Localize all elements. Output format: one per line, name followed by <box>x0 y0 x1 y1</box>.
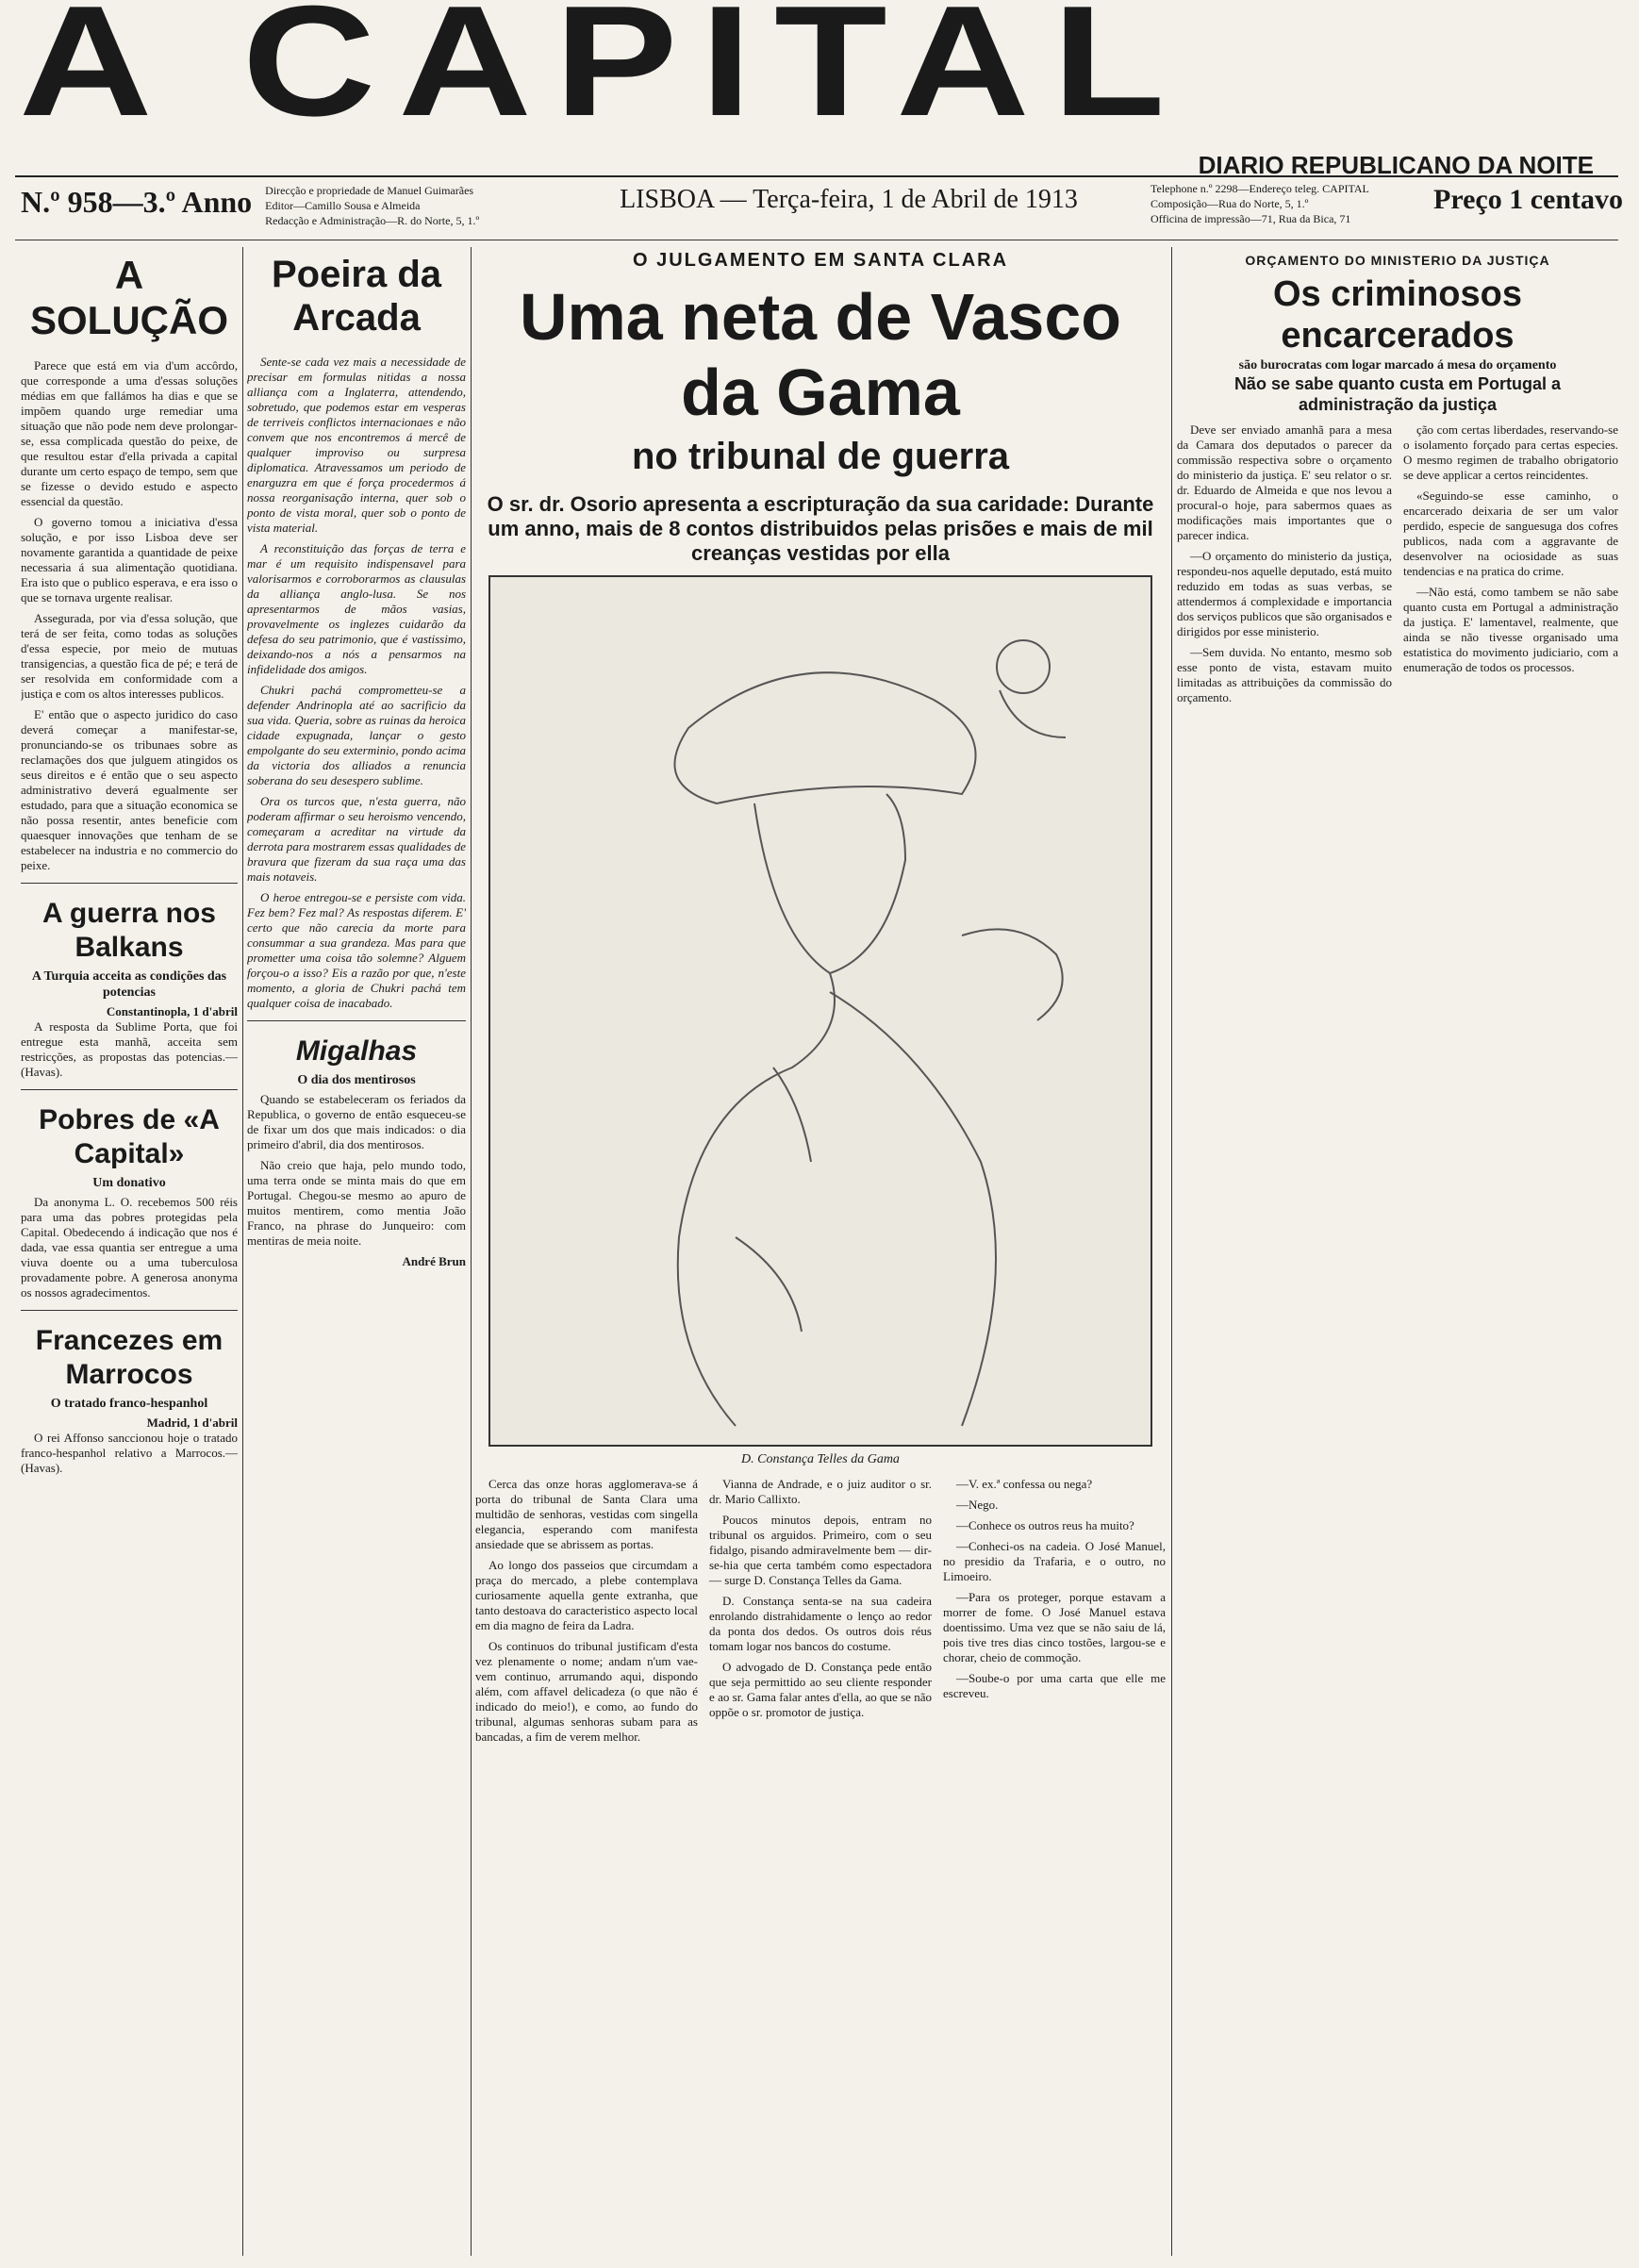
paragraph: Deve ser enviado amanhã para a mesa da Camara dos deputados o parecer da commissão respectiva sobre o orçamento do ministerio da justiça. E' seu relator o sr. dr. Eduardo de Almeida e que nos levou a procural-o hoje, para sabermos quaes as modificações mais importantes que o parecer indica. <box>1177 422 1392 542</box>
telephone-line: Telephone n.º 2298—Endereço teleg. CAPITAL <box>1151 182 1369 195</box>
paragraph: —Nego. <box>956 1498 999 1512</box>
marrocos-title: Francezes em Marrocos <box>35 1325 224 1390</box>
paragraph: Assegurada, por via d'essa solução, que terá de ser feita, como todas as soluções d'essa especie, por meio de mutuas transigencias, a questão fica de pé; e terá de ser resolvida em conformidade com a justiça e com os altos interesses publicos. <box>21 611 238 701</box>
direction-block <box>265 179 479 228</box>
poeira-title: Poeira da Arcada <box>271 254 442 339</box>
paragraph: E' então que o aspecto juridico do caso deverá começar a manifestar-se, pronunciando-se os tribunaes sobre as reclamações dos que julguem atingidos os seus direitos e é então que o seu aspecto administrativo deverá egualmente ser estudado, para que a situação economica se não possa resentir, antes beneficie com quaesquer innovações que tenham de se estabelecer na industria e no commercio do peixe. <box>21 707 238 872</box>
migalhas-subtitle: O dia dos mentirosos <box>297 1073 416 1087</box>
paragraph: —Sem duvida. No entanto, mesmo sob esse ponto de vista, estavam muito limitadas as attribuições da commissão do orçamento. <box>1177 645 1392 704</box>
paragraph: A reconstituição das forças de terra e mar é um requisito indispensavel para valorisarmos e corroborarmos as clausulas da alliança anglo-lusa. Se nos apresentarmos de mãos vasias, provavelmente os inglezes cuidarão da defesa do seu patrimonio, que é vastissimo, deixando-nos a nós a pensarmos na infidelidade dos amigos. <box>247 541 466 676</box>
contacts-block <box>1151 179 1396 247</box>
divider <box>21 1089 238 1090</box>
paragraph: —Conhece os outros reus ha muito? <box>956 1518 1134 1532</box>
justice-subhead-2: Não se sabe quanto custa em Portugal a administração da justiça <box>1233 374 1562 414</box>
pobres-subtitle: Um donativo <box>92 1176 166 1190</box>
main-story-body <box>475 1477 1166 1750</box>
signature: André Brun <box>402 1254 466 1268</box>
composition-line: Composição—Rua do Norte, 5, 1.º <box>1151 197 1309 210</box>
paragraph: O governo tomou a iniciativa d'essa solução, e por isso Lisboa deve ser novamente garantida a quantidade de peixe necessaria á sua alimentação quotidiana. Era isto que o publico esperava, e era isso o que se tornava urgente realisar. <box>21 515 238 604</box>
issue-info <box>21 179 587 245</box>
column-poeira <box>247 247 466 2256</box>
balkans-text: A resposta da Sublime Porta, que foi entregue esta manhã, acceita sem restricções, as propostas das potencias.—(Havas). <box>21 1019 238 1079</box>
newspaper-subtitle: DIARIO REPUBLICANO DA NOITE <box>1198 151 1594 179</box>
balkans-title: A guerra nos Balkans <box>42 898 216 963</box>
newspaper-title: A CAPITAL <box>19 0 1188 149</box>
masthead-rule-top <box>15 175 1618 177</box>
main-subheadline: no tribunal de guerra <box>631 436 1010 477</box>
price-label: Preço 1 centavo <box>1433 184 1624 215</box>
divider <box>21 883 238 884</box>
paragraph: Os continuos do tribunal justificam d'esta vez plenamente o nome; andam n'um vae-vem continuo, arrumando aqui, dispondo além, com affavel delicadeza (o que não é indicado do meio!), e como, ao fundo do tribunal, algumas senhoras subam para as bancadas, a fim de verem melhor. <box>475 1639 698 1744</box>
paragraph: Sente-se cada vez mais a necessidade de precisar em formulas nitidas a nossa alliança com a Inglaterra, attendendo, sobretudo, que podemos estar em vesperas de terriveis conflictos internacionaes e não convem que nos encontremos á mercê de qualquer improviso ou surpresa diplomatica. Atravessamos um periodo de enarguzra em que é força procedermos á nossa reorganisação interna, quer sob o ponto de vista moral, quer sob o ponto de vista material. <box>247 355 466 535</box>
portrait-illustration <box>488 575 1152 1447</box>
column-main-story <box>475 247 1166 2256</box>
column-rule <box>1171 247 1172 2256</box>
paragraph: Não creio que haja, pelo mundo todo, uma terra onde se minta mais do que em Portugal. Chegou-se mesmo ao apuro de muitos mentirem, como mentia João Franco, na phrase do Junqueiro: com mentiras de meia noite. <box>247 1158 466 1248</box>
justice-headline: Os criminosos encarcerados <box>1273 274 1522 356</box>
main-deck: O sr. dr. Osorio apresenta a escripturação da sua caridade: Durante um anno, mais de 8 contos distribuidos pelas prisões e mais de mil creanças vestidas por ella <box>487 492 1154 565</box>
story-subcolumn <box>475 1477 698 1750</box>
justice-body <box>1177 422 1618 711</box>
justice-subcolumn <box>1177 422 1392 711</box>
justice-subhead: são burocratas com logar marcado á mesa do orçamento <box>1238 358 1557 372</box>
divider <box>21 1310 238 1311</box>
column-rule <box>242 247 243 2256</box>
paragraph: —V. ex.ª confessa ou nega? <box>956 1477 1093 1491</box>
dateline: LISBOA — Terça-feira, 1 de Abril de 1913 <box>620 185 1078 214</box>
divider <box>247 1020 466 1021</box>
main-headline: Uma neta de Vasco da Gama <box>519 280 1122 429</box>
main-kicker: O JULGAMENTO EM SANTA CLARA <box>632 250 1009 271</box>
paragraph: Ora os turcos que, n'esta guerra, não poderam affirmar o seu heroismo vencendo, começaram a acreditar na virtude da derrota para mostrarem essas qualidades de bravura que fizeram da sua raça uma das mais notaveis. <box>247 794 466 884</box>
column-editorial <box>21 247 238 2256</box>
story-subcolumn <box>943 1477 1166 1750</box>
printing-line: Officina de impressão—71, Rua da Bica, 71 <box>1151 212 1351 225</box>
justice-subcolumn <box>1403 422 1618 711</box>
paragraph: ção com certas liberdades, reservando-se o isolamento forçado para certas especies. O mesmo regimen de trabalho obrigatorio se deve applicar a certos reincidentes. <box>1403 422 1618 482</box>
portrait-drawing <box>490 577 1151 1445</box>
paragraph: Parece que está em via d'um accôrdo, que corresponde a uma d'essas soluções médias em que fallámos ha dias e que se impõem quando urge remediar uma situação que não pode nem deve prolongar-se, essa complicada questão do peixe, de que resultou estar d'ella privada a capital durante um certo espaço de tempo, sem que se fizesse o devido estudo e aspecto essencial da questão. <box>21 358 238 508</box>
pobres-text: Da anonyma L. O. recebemos 500 réis para uma das pobres protegidas pela Capital. Obedecendo á indicação que nos é dada, vae essa quantia ser entregue a uma viuva doente ou a uma tuberculosa provadamente pobre. A generosa anonyma os nossos agradecimentos. <box>21 1195 238 1300</box>
paragraph: —Conheci-os na cadeia. O José Manuel, no presidio da Trafaria, e o outro, no Limoeiro. <box>943 1539 1166 1583</box>
paragraph: Quando se estabeleceram os feriados da Republica, o governo de então esqueceu-se de fixar um dos que mais indicados: o dia primeiro d'abril, dia dos mentirosos. <box>247 1092 466 1151</box>
editorial-title: A SOLUÇÃO <box>30 253 228 342</box>
marrocos-text: O rei Affonso sanccionou hoje o tratado franco-hespanhol relativo a Marrocos.—(Havas). <box>21 1431 238 1475</box>
paragraph: Poucos minutos depois, entram no tribunal os arguidos. Primeiro, com o seu fidalgo, pisando admiravelmente bem — dir-se-hia que certa também como espectadora — surge D. Constança Telles da Gama. <box>709 1513 932 1587</box>
paragraph: Cerca das onze horas agglomerava-se á porta do tribunal de Santa Clara uma multidão de senhoras, vestidas com singella elegancia, esperando com manifesta ansiedade que se abrissem as portas. <box>475 1477 698 1551</box>
paragraph: —Não está, como tambem se não sabe quanto custa em Portugal a administração da justiça. E' lamentavel, realmente, que ainda se não tivesse organisado uma estatistica do movimento judiciario, com a enumeração de todos os processos. <box>1403 585 1618 674</box>
paragraph: —O orçamento do ministerio da justiça, respondeu-nos aquelle deputado, está muito reduzido em todas as suas verbas, se attendermos á complexidade e importancia dos serviços publicos que são organisados e dirigidos por esse ministerio. <box>1177 549 1392 638</box>
column-rule <box>471 247 472 2256</box>
paragraph: O heroe entregou-se e persiste com vida. Fez bem? Fez mal? As respostas diferem. E' certo que não carecia da morte para consummar a sua grandeza. Mas para que prometter uma coisa tão solemne? Alguem forçou-o a isso? Eis a razão por que, n'este momento, a gloria de Chukri pachá tem qualquer coisa de inacabado. <box>247 890 466 1010</box>
paragraph: —Para os proteger, porque estavam a morrer de fome. O José Manuel estava doentissimo. Uma vez que se não saiu de lá, pois tive tres dias cinco tostões, largou-se e chorar, cheio de commoção. <box>943 1590 1166 1664</box>
editor-line: Editor—Camillo Sousa e Almeida <box>265 199 421 212</box>
issue-number: N.º 958—3.º Anno <box>21 185 253 219</box>
paragraph: Ao longo dos passeios que circumdam a praça do mercado, a plebe contemplava curiosamente aquella gente extranha, que tanto destoava do caracteristico aspecto local em dia magno de feira da Ladra. <box>475 1558 698 1632</box>
marrocos-subtitle: O tratado franco-hespanhol <box>50 1397 208 1411</box>
paragraph: Chukri pachá comprometteu-se a defender Andrinopla até ao sacrificio da sua vida. Queria, sobre as ruinas da heroica cidade expugnada, lançar o gesto empolgante do seu exterminio, pondo acima da victoria dos alliados a renuncia soberana do seu desespero sublime. <box>247 683 466 787</box>
paragraph: «Seguindo-se esse caminho, o encarcerado deixaria de ser um valor perdido, especie de sanguesuga dos cofres publicos, nada com a aggravante de desenvolver na ociosidade as suas tendencias e na pratica do crime. <box>1403 488 1618 578</box>
balkans-dateline: Constantinopla, 1 d'abril <box>106 1004 238 1018</box>
balkans-subtitle: A Turquia acceita as condições das potencias <box>31 969 227 1000</box>
portrait-caption: D. Constança Telles da Gama <box>741 1452 900 1466</box>
migalhas-title: Migalhas <box>295 1035 418 1067</box>
story-subcolumn <box>709 1477 932 1750</box>
address-line: Redacção e Administração—R. do Norte, 5, 1.º <box>265 214 480 227</box>
direction-line: Direcção e propriedade de Manuel Guimarães <box>265 184 474 197</box>
paragraph: Vianna de Andrade, e o juiz auditor o sr. dr. Mario Callixto. <box>709 1477 932 1506</box>
pobres-title: Pobres de «A Capital» <box>39 1104 220 1169</box>
marrocos-dateline: Madrid, 1 d'abril <box>146 1415 238 1430</box>
masthead <box>0 0 1639 179</box>
paragraph: —Soube-o por uma carta que elle me escreveu. <box>943 1671 1166 1700</box>
justice-kicker: ORÇAMENTO DO MINISTERIO DA JUSTIÇA <box>1245 253 1550 268</box>
column-justice <box>1177 247 1618 2256</box>
paragraph: O advogado de D. Constança pede então que seja permittido ao seu cliente responder e ao sr. Gama falar antes d'ella, ao que se não oppõe o sr. promotor de justiça. <box>709 1660 932 1719</box>
paragraph: D. Constança senta-se na sua cadeira enrolando distrahidamente o lenço ao redor da ponta dos dedos. Os outros dois réus tomam logar nos bancos do costume. <box>709 1594 932 1653</box>
